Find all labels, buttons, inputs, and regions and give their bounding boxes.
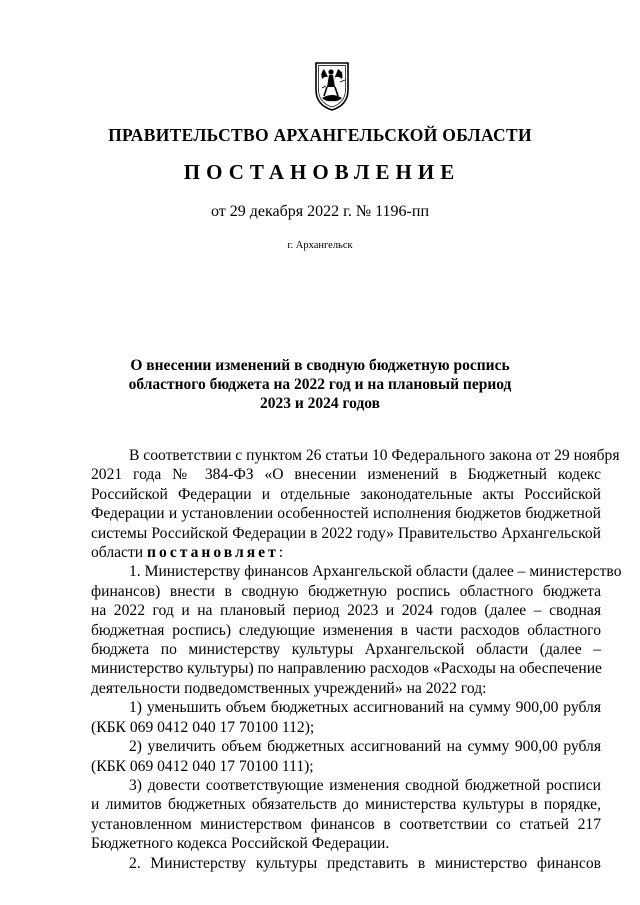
document-body (91, 446, 622, 873)
body-line: Бюджетного кодекса Российской Федерации. (91, 835, 390, 853)
body-line (91, 543, 601, 562)
document-type: ПОСТАНОВЛЕНИЕ (183, 160, 461, 184)
body-line: 2021 года № 384-ФЗ «О внесении изменений в Бюджетный кодекс (91, 466, 601, 484)
body-line: системы Российской Федерации в 2022 году» Правительство Архангельской (91, 524, 601, 542)
decree-keyword: постановляет (147, 544, 279, 562)
government-name: ПРАВИТЕЛЬСТВО АРХАНГЕЛЬСКОЙ ОБЛАСТИ (108, 125, 532, 145)
body-line: бюджетная роспись) следующие изменения в части расходов областного (91, 621, 601, 639)
title-line: 2023 и 2024 годов (259, 395, 381, 412)
body-line: и лимитов бюджетных обязательств до министерства культуры в порядке, (91, 796, 601, 814)
body-text: : (278, 544, 284, 562)
body-line: (КБК 069 0412 040 17 70100 111); (91, 757, 314, 775)
body-line: 1) уменьшить объем бюджетных ассигнований на сумму 900,00 рубля (129, 699, 601, 717)
body-line: (КБК 069 0412 040 17 70100 112); (91, 718, 315, 736)
body-line: бюджета по министерству культуры Архангельской области (далее – (91, 641, 601, 659)
body-line: 2. Министерству культуры представить в министерство финансов (129, 854, 601, 872)
body-line: деятельности подведомственных учреждений» на 2022 год: (91, 679, 487, 697)
body-line: финансов) внести в сводную бюджетную роспись областного бюджета (91, 582, 601, 600)
body-line: Российской Федерации и отдельные законодательные акты Российской (91, 485, 601, 503)
body-text: области (91, 544, 148, 562)
document-date-number: от 29 декабря 2022 г. № 1196-пп (210, 203, 430, 220)
body-line: на 2022 год и на плановый период 2023 и 2024 годов (далее – сводная (91, 602, 601, 620)
body-line: министерство культуры) по направлению расходов «Расходы на обеспечение (91, 660, 602, 678)
body-line: 2) увеличить объем бюджетных ассигнований на сумму 900,00 рубля (129, 738, 601, 756)
document-title (0, 356, 640, 413)
body-line: 1. Министерству финансов Архангельской области (далее – министерство (129, 563, 622, 581)
title-line: О внесении изменений в сводную бюджетную роспись (130, 357, 510, 374)
body-line: 3) довести соответствующие изменения сводной бюджетной росписи (129, 776, 601, 794)
coat-of-arms-emblem (313, 60, 351, 112)
body-line: Федерации и установлении особенностей исполнения бюджетов бюджетной (91, 505, 601, 523)
body-line: В соответствии с пунктом 26 статьи 10 Федерального закона от 29 ноября (129, 447, 620, 464)
document-city: г. Архангельск (287, 240, 353, 251)
body-line: установленном министерством финансов в соответствии со статьей 217 (91, 815, 601, 833)
title-line: областного бюджета на 2022 год и на плановый период (128, 376, 512, 393)
